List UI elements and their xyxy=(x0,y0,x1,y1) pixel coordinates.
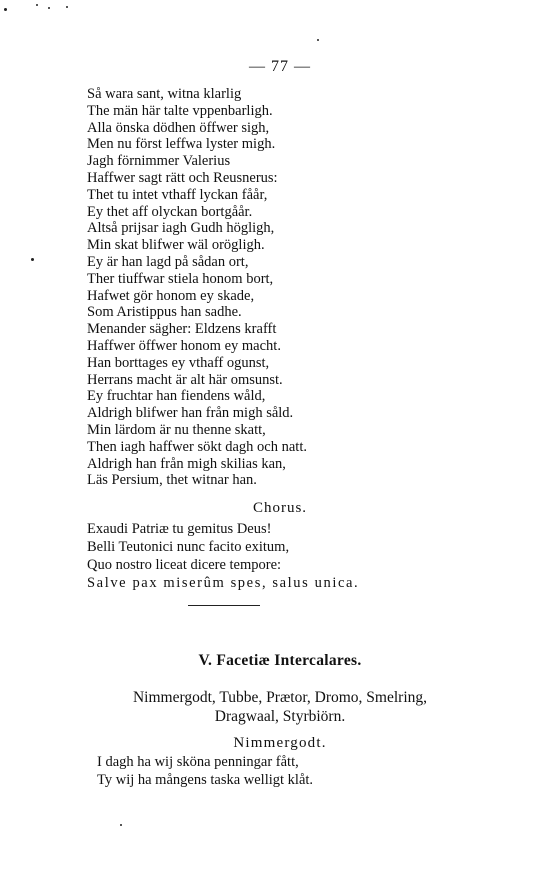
verse-line: Haffwer öffwer honom ey macht. xyxy=(87,337,281,354)
verse-line: Aldrigh blifwer han från migh såld. xyxy=(87,405,294,422)
ink-speck xyxy=(66,6,68,8)
speech-line: Ty wij ha mångens taska welligt klåt. xyxy=(97,772,314,788)
verse-block xyxy=(87,86,307,489)
page-number: — 77 — xyxy=(249,58,311,75)
chorus-block xyxy=(87,520,359,592)
verse-line: Min skat blifwer wäl orögligh. xyxy=(87,237,265,254)
verse-line: Haffwer sagt rätt och Reusnerus: xyxy=(87,169,278,186)
verse-line: Men nu först leffwa lyster migh. xyxy=(87,136,276,153)
verse-line: Altså prijsar iagh Gudh högligh, xyxy=(87,220,275,237)
cast-list xyxy=(0,688,560,726)
verse-line: Ey är han lagd på sådan ort, xyxy=(87,253,249,270)
ink-speck xyxy=(317,39,319,41)
verse-line: Som Aristippus han sadhe. xyxy=(87,304,242,321)
ink-speck xyxy=(4,8,7,11)
chorus-line: Exaudi Patriæ tu gemitus Deus! xyxy=(87,521,272,537)
verse-line: Ther tiuffwar stiela honom bort, xyxy=(87,270,274,287)
verse-line: The män här talte vppenbarligh. xyxy=(87,102,273,119)
chorus-line: Salve pax miserûm spes, salus unica. xyxy=(87,575,360,591)
speech-line: I dagh ha wij sköna penningar fått, xyxy=(97,754,299,770)
verse-line: Alla önska dödhen öffwer sigh, xyxy=(87,119,270,136)
verse-line: Menander sägher: Eldzens krafft xyxy=(87,321,277,338)
cast-line: Nimmergodt, Tubbe, Prætor, Dromo, Smelring, xyxy=(132,689,428,706)
ink-speck xyxy=(36,4,38,6)
chorus-heading: Chorus. xyxy=(252,500,308,516)
chorus-line: Belli Teutonici nunc facito exitum, xyxy=(87,539,290,555)
chorus-line: Quo nostro liceat dicere tempore: xyxy=(87,557,282,573)
verse-line: Han borttages ey vthaff ogunst, xyxy=(87,354,270,371)
verse-line: Jagh förnimmer Valerius xyxy=(87,153,231,170)
verse-line: Then iagh haffwer sökt dagh och natt. xyxy=(87,438,307,455)
verse-line: Herrans macht är alt här omsunst. xyxy=(87,371,283,388)
verse-line: Hafwet gör honom ey skade, xyxy=(87,287,255,304)
verse-line: Ey thet aff olyckan bortgåår. xyxy=(87,203,253,220)
section-divider xyxy=(188,605,260,606)
ink-speck xyxy=(120,824,122,826)
cast-line: Dragwaal, Styrbiörn. xyxy=(214,708,346,725)
verse-line: Ey fruchtar han fiendens wåld, xyxy=(87,388,266,405)
verse-line: Läs Persium, thet witnar han. xyxy=(87,472,257,489)
verse-line: Så wara sant, witna klarlig xyxy=(87,86,242,102)
section-title: V. Facetiæ Intercalares. xyxy=(198,652,362,669)
ink-speck xyxy=(31,258,34,261)
speech-block xyxy=(97,753,313,789)
ink-speck xyxy=(48,7,50,9)
speaker-name: Nimmergodt. xyxy=(233,735,327,751)
verse-line: Min lärdom är nu thenne skatt, xyxy=(87,421,266,438)
verse-line: Thet tu intet vthaff lyckan fåår, xyxy=(87,186,268,203)
verse-line: Aldrigh han från migh skilias kan, xyxy=(87,455,286,472)
